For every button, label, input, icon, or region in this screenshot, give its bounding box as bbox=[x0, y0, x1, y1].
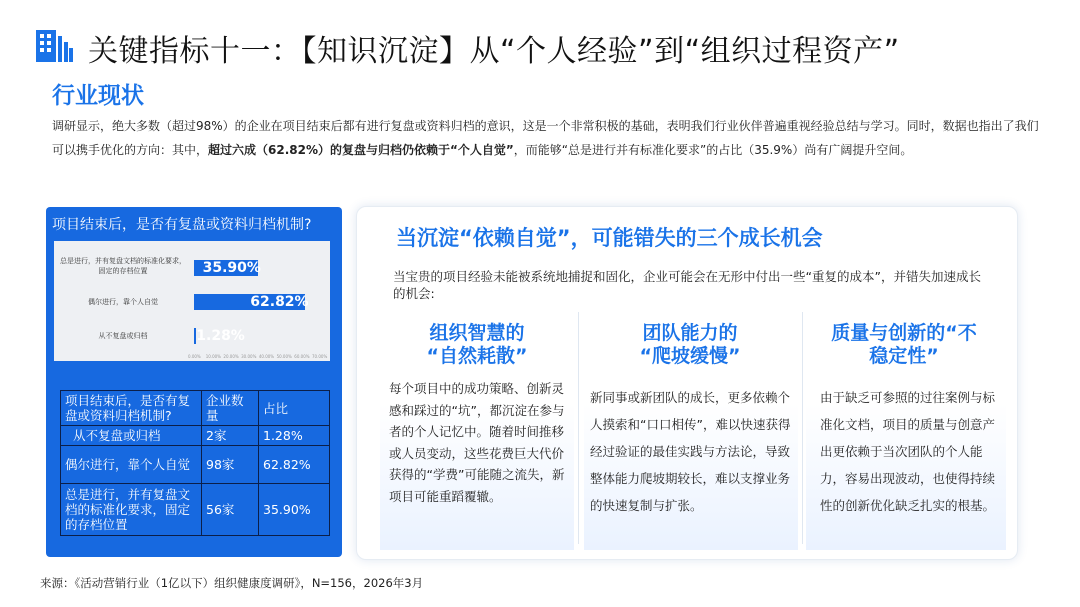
chart-value-label: 35.90% bbox=[202, 260, 261, 276]
opportunity-title-2 bbox=[590, 322, 790, 368]
opportunity-body-2: 新同事或新团队的成长，更多依赖个人摸索和“口口相传”，难以快速获得经过验证的最佳实践与方法论，导致整体能力爬坡期较长，难以支撑业务的快速复制与扩张。 bbox=[590, 390, 791, 513]
table-cell: 35.90% bbox=[259, 484, 330, 536]
opportunity-title-line: “自然耗散” bbox=[426, 345, 528, 367]
chart-category-label: 总是进行，并有复盘文档的标准化要求，固定的存档位置 bbox=[60, 257, 186, 275]
opportunity-title-line: 团队能力的 bbox=[642, 322, 738, 344]
opportunity-title-line: 质量与创新的“不 bbox=[831, 322, 977, 344]
table-cell: 偶尔进行，靠个人自觉 bbox=[61, 446, 202, 484]
table-cell: 62.82% bbox=[259, 446, 330, 484]
opportunity-title-3 bbox=[806, 322, 1002, 368]
intro-text-1: 调研显示，绝大多数（超过98%）的企业在项目结束后都有进行复盘或资料归档的意识，这是一个非常积极的基础，表明我们行业伙伴普遍重视经验总结与学习。同时，数据也指出了我们可以携手优化的方向：其中， bbox=[52, 119, 1039, 157]
opportunity-body-3: 由于缺乏可参照的过往案例与标准化文档，项目的质量与创意产出更依赖于当次团队的个人能力，容易出现波动，也使得持续性的创新优化缺乏扎实的根基。 bbox=[820, 390, 996, 513]
table-row bbox=[61, 426, 330, 446]
table-cell: 1.28% bbox=[259, 426, 330, 446]
table-header-cell: 占比 bbox=[259, 391, 330, 426]
table-row bbox=[61, 446, 330, 484]
opportunity-title-line: 组织智慧的 bbox=[429, 322, 525, 344]
intro-paragraph bbox=[52, 114, 1042, 162]
table-row bbox=[61, 484, 330, 536]
column-divider bbox=[578, 312, 579, 544]
chart-tick-label: 10.00% bbox=[205, 354, 221, 359]
chart-category-label: 从不复盘或归档 bbox=[98, 332, 148, 340]
chart-tick-label: 0.00% bbox=[188, 354, 201, 359]
table-cell: 56家 bbox=[202, 484, 259, 536]
survey-question-title: 项目结束后，是否有复盘或资料归档机制? bbox=[52, 217, 312, 233]
page-title: 关键指标十一：【知识沉淀】从“个人经验”到“组织过程资产” bbox=[88, 34, 900, 69]
table-header-cell: 项目结束后，是否有复盘或资料归档机制? bbox=[61, 391, 202, 426]
chart-tick-label: 20.00% bbox=[223, 354, 239, 359]
table-cell: 2家 bbox=[202, 426, 259, 446]
section-heading: 行业现状 bbox=[52, 83, 144, 109]
intro-highlight: 超过六成（62.82%）的复盘与归档仍依赖于“个人自觉” bbox=[208, 143, 514, 157]
chart-tick-label: 70.00% bbox=[312, 354, 328, 359]
chart-value-label: 62.82% bbox=[250, 294, 309, 310]
table-cell: 总是进行，并有复盘文档的标准化要求，固定的存档位置 bbox=[61, 484, 202, 536]
survey-table bbox=[60, 390, 330, 536]
insight-intro: 当宝贵的项目经验未能被系统地捕捉和固化，企业可能会在无形中付出一些“重复的成本”，并错失加速成长的机会: bbox=[393, 269, 981, 301]
building-chart-icon bbox=[34, 28, 74, 64]
bar-chart bbox=[54, 241, 330, 361]
chart-tick-label: 50.00% bbox=[276, 354, 292, 359]
column-divider bbox=[802, 312, 803, 544]
chart-tick-label: 60.00% bbox=[294, 354, 310, 359]
opportunity-title-1 bbox=[384, 322, 570, 368]
source-note: 来源：《活动营销行业（1亿以下）组织健康度调研》，N=156，2026年3月 bbox=[40, 576, 424, 590]
table-cell: 从不复盘或归档 bbox=[61, 426, 202, 446]
chart-category-label: 偶尔进行，靠个人自觉 bbox=[88, 298, 158, 306]
chart-tick-label: 30.00% bbox=[241, 354, 257, 359]
table-header-cell: 企业数量 bbox=[202, 391, 259, 426]
table-cell: 98家 bbox=[202, 446, 259, 484]
opportunity-title-line: 稳定性” bbox=[869, 345, 939, 367]
table-header-row bbox=[61, 391, 330, 426]
opportunity-title-line: “爬坡缓慢” bbox=[639, 345, 741, 367]
intro-text-2: ，而能够“总是进行并有标准化要求”的占比（35.9%）尚有广阔提升空间。 bbox=[513, 143, 913, 157]
chart-tick-label: 40.00% bbox=[258, 354, 275, 359]
insight-title: 当沉淀“依赖自觉”，可能错失的三个成长机会 bbox=[396, 226, 823, 250]
chart-value-label: 1.28% bbox=[196, 328, 245, 344]
opportunity-body-1: 每个项目中的成功策略、创新灵感和踩过的“坑”，都沉淀在参与者的个人记忆中。随着时间推移或人员变动，这些花费巨大代价获得的“学费”可能随之流失，新项目可能重蹈覆辙。 bbox=[389, 381, 565, 504]
